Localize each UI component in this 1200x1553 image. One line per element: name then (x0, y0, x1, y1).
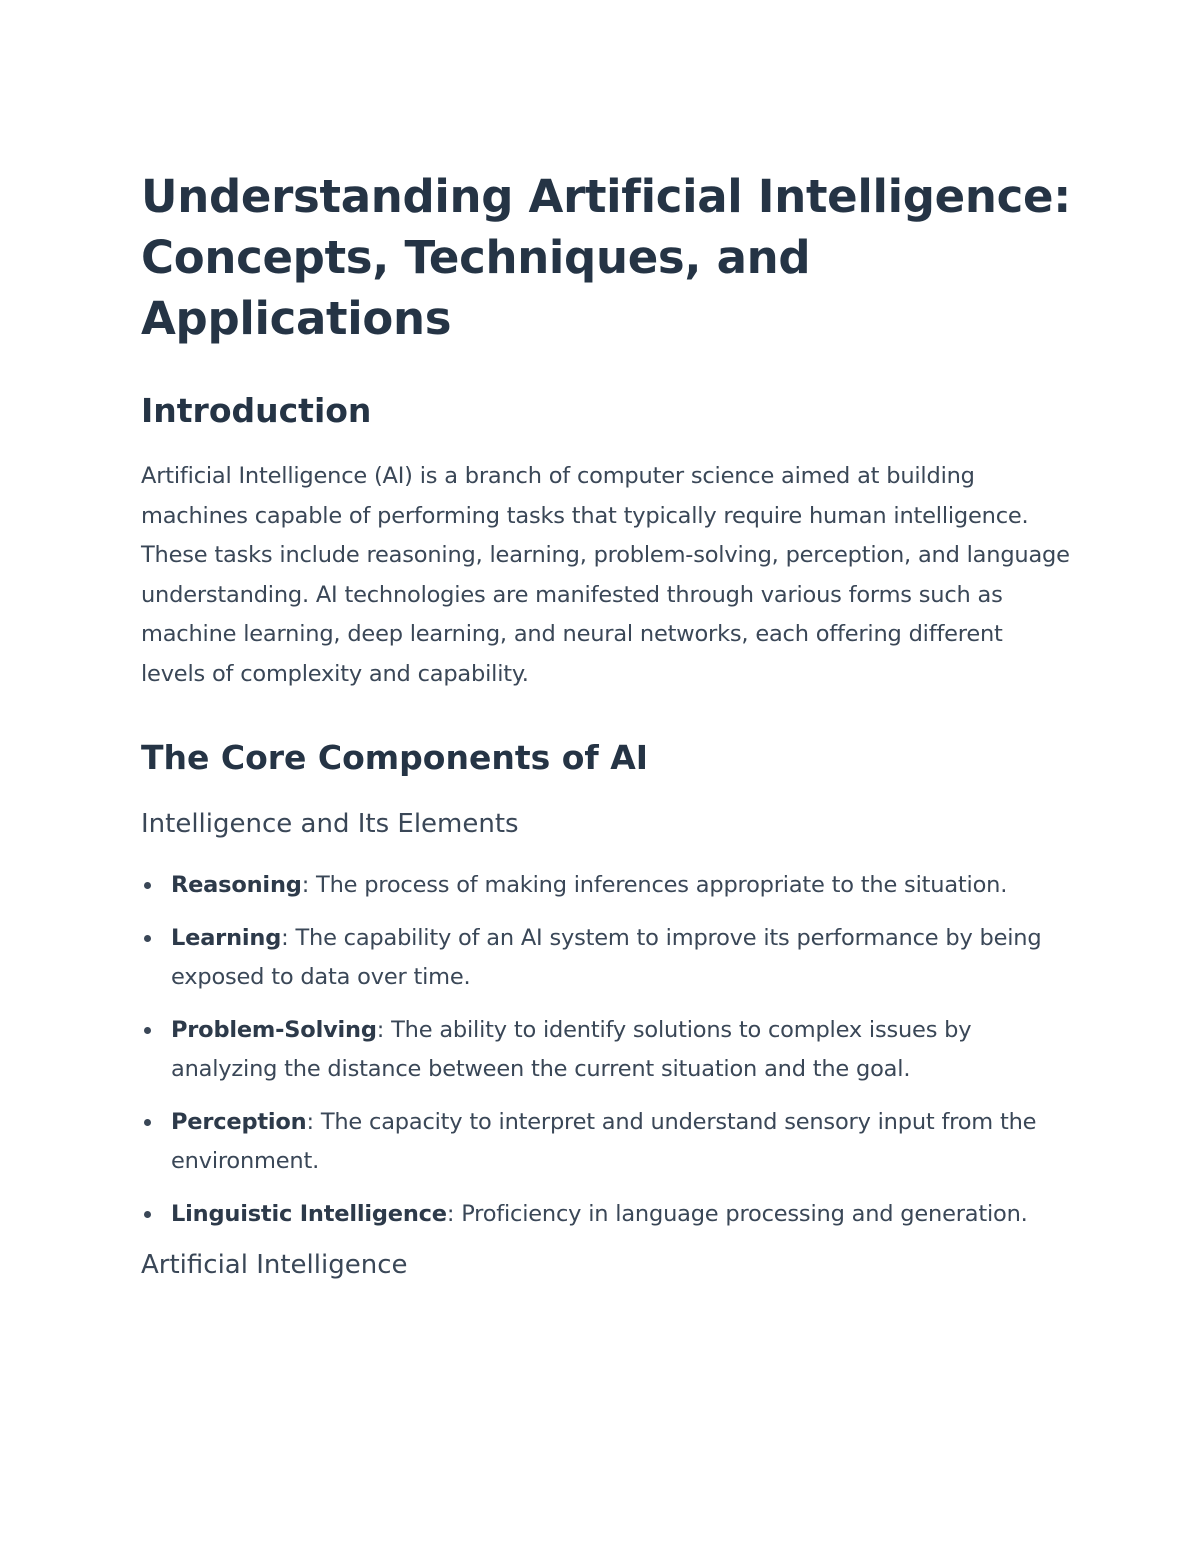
elements-list (141, 866, 1071, 1234)
list-item-term: Linguistic Intelligence (171, 1200, 447, 1227)
section-heading-core-components: The Core Components of AI (141, 738, 649, 777)
list-item (141, 1195, 1071, 1235)
bullet-icon (144, 882, 151, 889)
list-item-description: : The process of making inferences appropriate to the situation. (301, 872, 1008, 898)
bullet-icon (144, 935, 151, 942)
list-item-description: : Proficiency in language processing and generation. (446, 1200, 1028, 1227)
bullet-icon (144, 1119, 151, 1126)
subsection-heading-artificial-intelligence: Artificial Intelligence (141, 1250, 408, 1280)
list-item-term: Problem-Solving (171, 1016, 377, 1043)
list-item (141, 866, 1071, 906)
list-item-term: Learning (171, 924, 282, 951)
document-title: Understanding Artificial Intelligence: Concepts, Techniques, and Applications (141, 170, 1071, 345)
list-item-description: : The capability of an AI system to improve its performance by being exposed to data over time. (171, 924, 1042, 990)
bullet-icon (144, 1211, 151, 1218)
section-heading-introduction: Introduction (141, 391, 372, 430)
bullet-icon (144, 1027, 151, 1034)
list-item-description: : The ability to identify solutions to complex issues by analyzing the distance between the current situation and the goal. (171, 1016, 972, 1082)
list-item (141, 919, 1071, 998)
document-page (141, 166, 1071, 1283)
subsection-heading-intelligence-elements: Intelligence and Its Elements (141, 809, 519, 839)
introduction-paragraph: Artificial Intelligence (AI) is a branch of computer science aimed at building machines capable of performing tasks that typically require human intelligence. These tasks include reasoning, learning, problem-solving, perception, and language understanding. AI technologies are manifested through various forms such as machine learning, deep learning, and neural networks, each offering different levels of complexity and capability. (141, 463, 1070, 687)
list-item (141, 1103, 1071, 1182)
list-item-term: Perception (171, 1108, 307, 1135)
list-item-description: : The capacity to interpret and understand sensory input from the environment. (171, 1108, 1037, 1174)
list-item-term: Reasoning (171, 872, 302, 898)
list-item (141, 1011, 1071, 1090)
